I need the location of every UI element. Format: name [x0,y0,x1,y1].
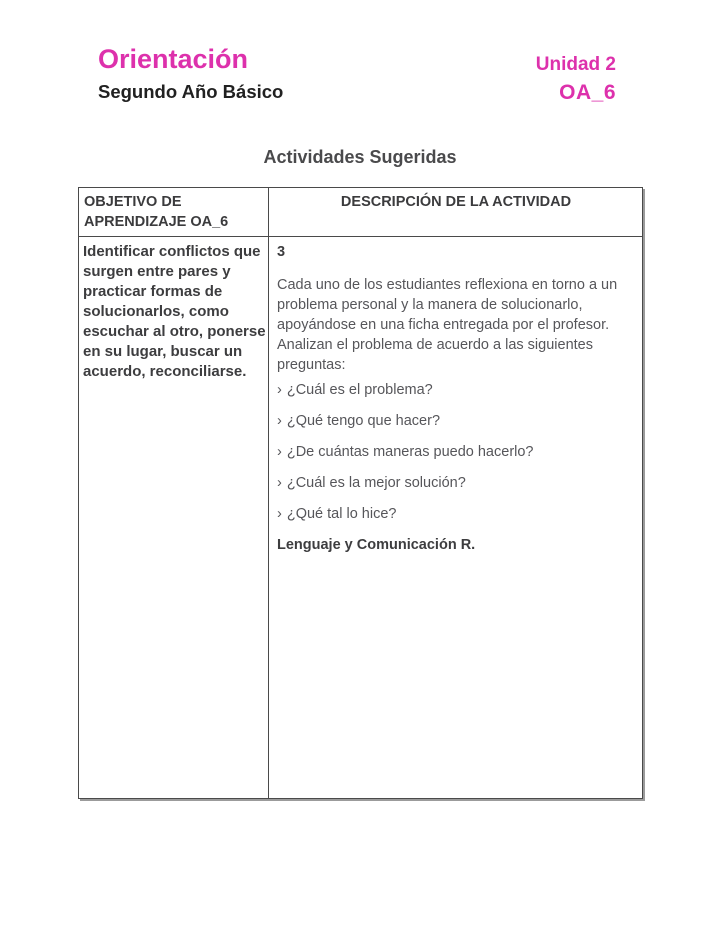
section-title: Actividades Sugeridas [263,147,457,167]
unit-label: Unidad 2 [535,54,616,75]
list-marker: › [277,506,282,522]
oa-code: OA_6 [559,81,616,104]
question-list [277,380,634,524]
header-left-block [98,44,283,104]
activity-cell [269,237,643,799]
document-header [98,44,616,105]
objective-cell [79,237,269,799]
list-marker: › [277,444,282,460]
objective-text: Identificar conflictos que surgen entre pares y practicar formas de solucionarlos, como escuchar al otro, ponerse en su lugar, buscar un acuerdo, reconciliarse. [83,243,266,380]
list-marker: › [277,382,282,398]
subject-reference: Lenguaje y Comunicación R. [277,537,476,553]
objective-column-header: OBJETIVO DE APRENDIZAJE OA_6 [79,188,269,237]
question-item [277,442,634,462]
header-right-block [536,44,616,105]
question-item [277,380,634,400]
question-item [277,504,634,524]
activity-number: 3 [277,244,286,260]
question-text: ¿Qué tal lo hice? [286,506,397,522]
table-header-row [79,188,643,237]
question-item [277,473,634,493]
activity-description: Cada uno de los estudiantes reflexiona en torno a un problema personal y la manera de solucionarlo, apoyándose en una ficha entregada por el profesor. Analizan el problema de acuerdo a las siguientes preguntas: [277,277,618,373]
question-text: ¿De cuántas maneras puedo hacerlo? [286,444,534,460]
list-marker: › [277,475,282,491]
question-text: ¿Cuál es el problema? [286,382,433,398]
activity-column-header: DESCRIPCIÓN DE LA ACTIVIDAD [269,188,643,237]
list-marker: › [277,413,282,429]
grade-subtitle: Segundo Año Básico [98,81,284,102]
table-row [79,237,643,799]
question-text: ¿Cuál es la mejor solución? [286,475,466,491]
activities-table [78,187,643,799]
question-text: ¿Qué tengo que hacer? [286,413,441,429]
subject-title: Orientación [98,44,249,74]
question-item [277,411,634,431]
